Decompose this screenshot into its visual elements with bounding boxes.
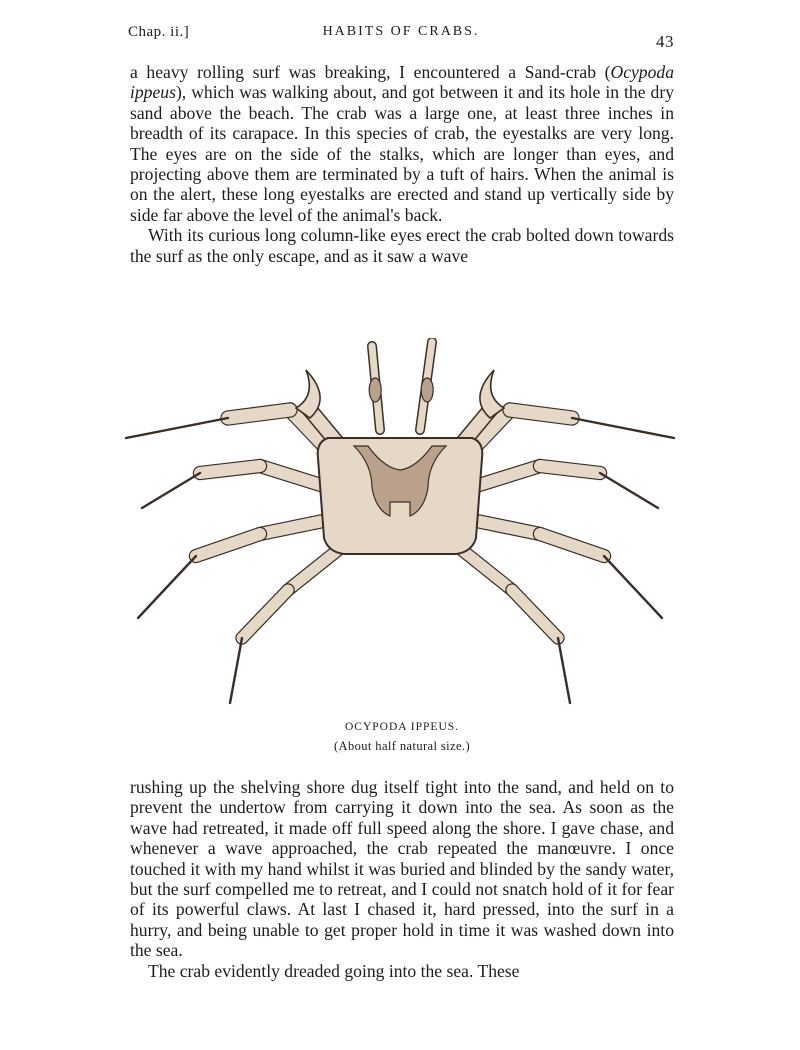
crab-leg-left-segment [200, 466, 260, 473]
figure-caption-subtitle: (About half natural size.) [333, 739, 471, 753]
crab-leg-right-segment [512, 590, 558, 638]
page-number: 43 [656, 32, 674, 51]
crab-leg-tip [138, 556, 196, 618]
species-name: Ocypoda ippeus [130, 62, 674, 103]
crab-leg-right-segment [540, 466, 600, 473]
paragraph-text: ), which was walking about, and got between it and its hole in the dry sand above the beach. The crab was a large one, at least three inches in breadth of its carapace. In this species of crab, the eyestalks are very long. The eyes are on the side of the stalks, which are longer than eyes, and projecting above them are terminated by a tuft of hairs. When the animal is on the alert, these long eyestalks are erected and stand up vertically side by side far above the level of the animal's back. [130, 82, 674, 225]
claw-pincer [296, 370, 320, 418]
crab-leg-tip [142, 473, 200, 508]
crab-leg-left-segment [242, 590, 288, 638]
eye [369, 378, 381, 402]
running-title: HABITS OF CRABS. [322, 24, 480, 39]
paragraph: rushing up the shelving shore dug itself tight into the sand, and held on to prevent the undertow from carrying it down into the sea. As soon as the wave had retreated, it made off full speed along the shore. I gave chase, and whenever a wave approached, the crab repeated the manœuvre. I once touched it with my hand whilst it was buried and blinded by the sandy water, but the surf compelled me to retreat, and I could not snatch hold of it for fear of its powerful claws. At last I chased it, hard pressed, into the surf in a hurry, and being unable to get proper hold in time it was washed down into the sea. [130, 777, 674, 961]
crab-leg-right-segment [462, 550, 512, 590]
chapter-label: Chap. ii.] [128, 24, 190, 40]
crab-illustration [110, 338, 690, 718]
crab-drawing [110, 338, 690, 718]
crab-leg-left-segment [260, 520, 328, 534]
crab-leg-tip [572, 418, 674, 438]
body-text-top [130, 62, 674, 266]
crab-leg-tip [558, 638, 570, 703]
crab-leg-right-segment [540, 534, 604, 556]
body-text-bottom [130, 777, 674, 981]
crab-leg-right-segment [472, 520, 540, 534]
claw-pincer [480, 370, 504, 418]
crab-leg-tip [126, 418, 228, 438]
paragraph-text: a heavy rolling surf was breaking, I encountered a Sand-crab ( [130, 62, 611, 82]
crab-leg-tip [604, 556, 662, 618]
paragraph: The crab evidently dreaded going into the sea. These [148, 960, 520, 981]
eye [421, 378, 433, 402]
crab-leg-left-segment [228, 410, 290, 418]
paragraph: With its curious long column-like eyes erect the crab bolted down towards the surf as the only escape, and as it saw a wave [130, 225, 674, 266]
crab-leg-left-segment [288, 550, 338, 590]
crab-leg-tip [230, 638, 242, 703]
paragraph [130, 62, 674, 225]
crab-leg-right-segment [510, 410, 572, 418]
running-head [128, 24, 674, 54]
crab-leg-left-segment [196, 534, 260, 556]
crab-leg-tip [600, 473, 658, 508]
figure-caption-title: OCYPODA IPPEUS. [344, 721, 460, 733]
